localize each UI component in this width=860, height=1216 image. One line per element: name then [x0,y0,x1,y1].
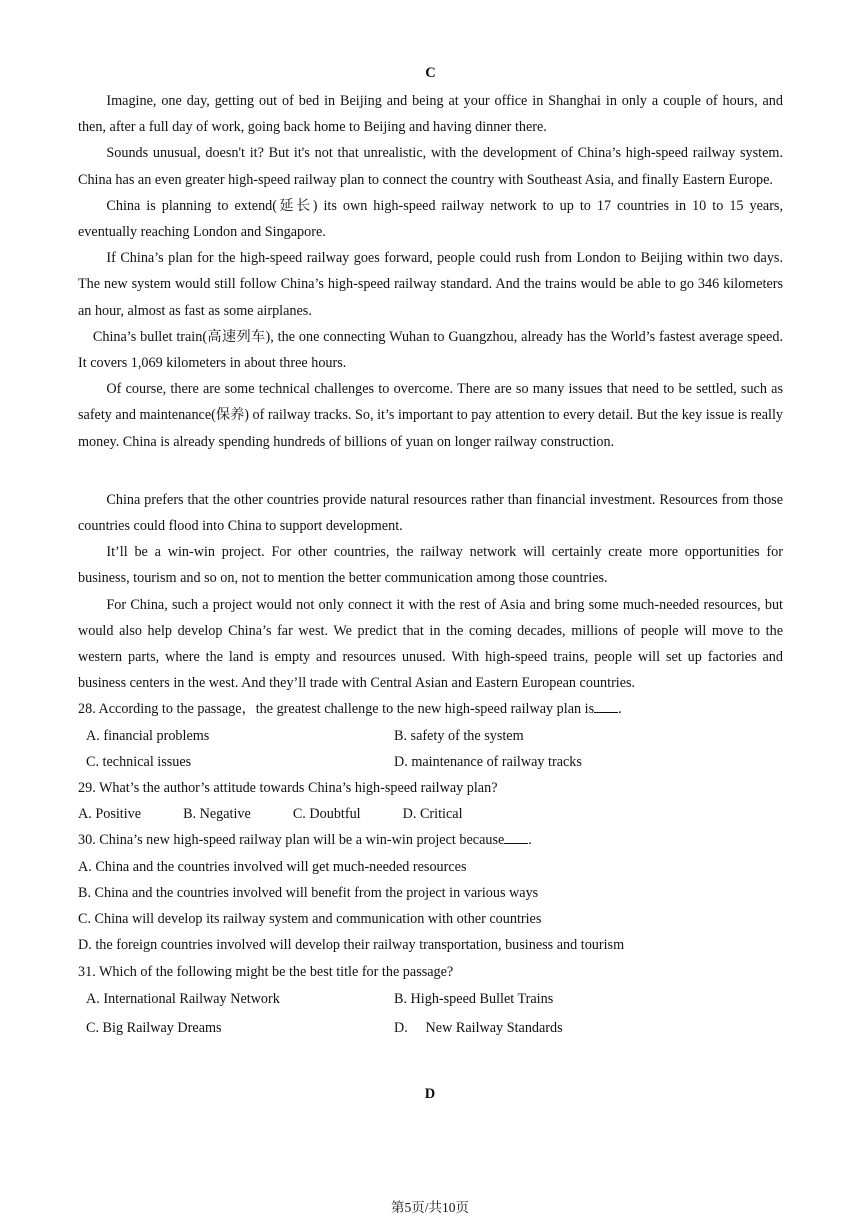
passage-paragraph: For China, such a project would not only connect it with the rest of Asia and bring some much-needed resources, but would also help develop China’s far west. We predict that in the coming decades, millions of people will move to the western parts, where the land is empty and resources unused. With high-speed trains, people will set up factories and business centers in the west. And they’ll trade with Central Asian and Eastern European countries. [78,596,783,692]
option-c: C. Doubtful [292,806,361,823]
passage-paragraph: China is planning to extend(延长) its own high-speed railway network to up to 17 countries in 10 to 15 years, eventually reaching London and Singapore. [78,197,783,241]
option-c: C. Big Railway Dreams [86,1019,222,1036]
passage-paragraph: China’s bullet train(高速列车), the one connecting Wuhan to Guangzhou, already has the World’s fastest average speed. It covers 1,069 kilometers in about three hours. [78,328,783,372]
question-28-stem: 28. According to the passage，the greatest challenge to the new high-speed railway plan is [78,701,595,718]
answer-blank [594,698,618,713]
option-b: B. High-speed Bullet Trains [394,990,554,1007]
option-a: A. financial problems [86,727,210,744]
question-30-end: . [528,832,532,849]
passage-paragraph: If China’s plan for the high-speed railway goes forward, people could rush from London to Beijing within two days. The new system would still follow China’s high-speed railway standard. And the trains would be able to go 346 kilometers an hour, almost as fast as some airplanes. [78,250,783,319]
option-a: A. China and the countries involved will get much-needed resources [78,858,467,875]
answer-blank [504,829,528,844]
section-heading-c: C [425,65,436,81]
passage-paragraph: Sounds unusual, doesn't it? But it's not that unrealistic, with the development of China’s high-speed railway system. China has an even greater high-speed railway plan to connect the country with Southeast Asia, and finally Eastern Europe. [78,145,783,188]
option-d: D. New Railway Standards [394,1019,563,1036]
question-30 [78,827,783,853]
passage-paragraph: China prefers that the other countries provide natural resources rather than financial investment. Resources from those countries could flood into China to support development. [78,491,783,535]
passage-paragraph: Of course, there are some technical challenges to overcome. There are so many issues that need to be settled, such as safety and maintenance(保养) of railway tracks. So, it’s important to pay attention to every detail. But the key issue is really money. China is already spending hundreds of billions of yuan on longer railway construction. [78,381,783,450]
question-31: 31. Which of the following might be the best title for the passage? [78,963,454,980]
paragraph-gap [78,455,783,487]
option-d: D. maintenance of railway tracks [394,753,582,770]
section-heading-d: D [424,1086,436,1102]
option-c: C. China will develop its railway system and communication with other countries [78,911,542,928]
option-b: B. safety of the system [394,727,524,744]
question-29: 29. What’s the author’s attitude towards China’s high-speed railway plan? [78,780,498,797]
question-28 [78,696,783,722]
option-c: C. technical issues [86,753,192,770]
option-b: B. China and the countries involved will benefit from the project in various ways [78,884,539,901]
option-a: A. International Railway Network [86,990,280,1007]
question-28-options [78,723,783,775]
document-page [78,62,783,1043]
question-30-stem: 30. China’s new high-speed railway plan will be a win-win project because [78,832,505,849]
option-b: B. Negative [183,806,251,823]
option-d: D. the foreign countries involved will develop their railway transportation, business and tourism [78,937,625,954]
passage-paragraph: It’ll be a win-win project. For other countries, the railway network will certainly create more opportunities for business, tourism and so on, not to mention the better communication among those countries. [78,544,783,587]
question-29-options [78,801,783,827]
page-footer: 第5页/共10页 [390,1200,469,1215]
option-a: A. Positive [78,806,142,823]
question-31-options [78,985,783,1043]
question-28-end: . [618,701,622,718]
option-d: D. Critical [402,806,463,823]
passage-paragraph: Imagine, one day, getting out of bed in Beijing and being at your office in Shanghai in only a couple of hours, and then, after a full day of work, going back home to Beijing and having dinner there. [78,93,783,136]
